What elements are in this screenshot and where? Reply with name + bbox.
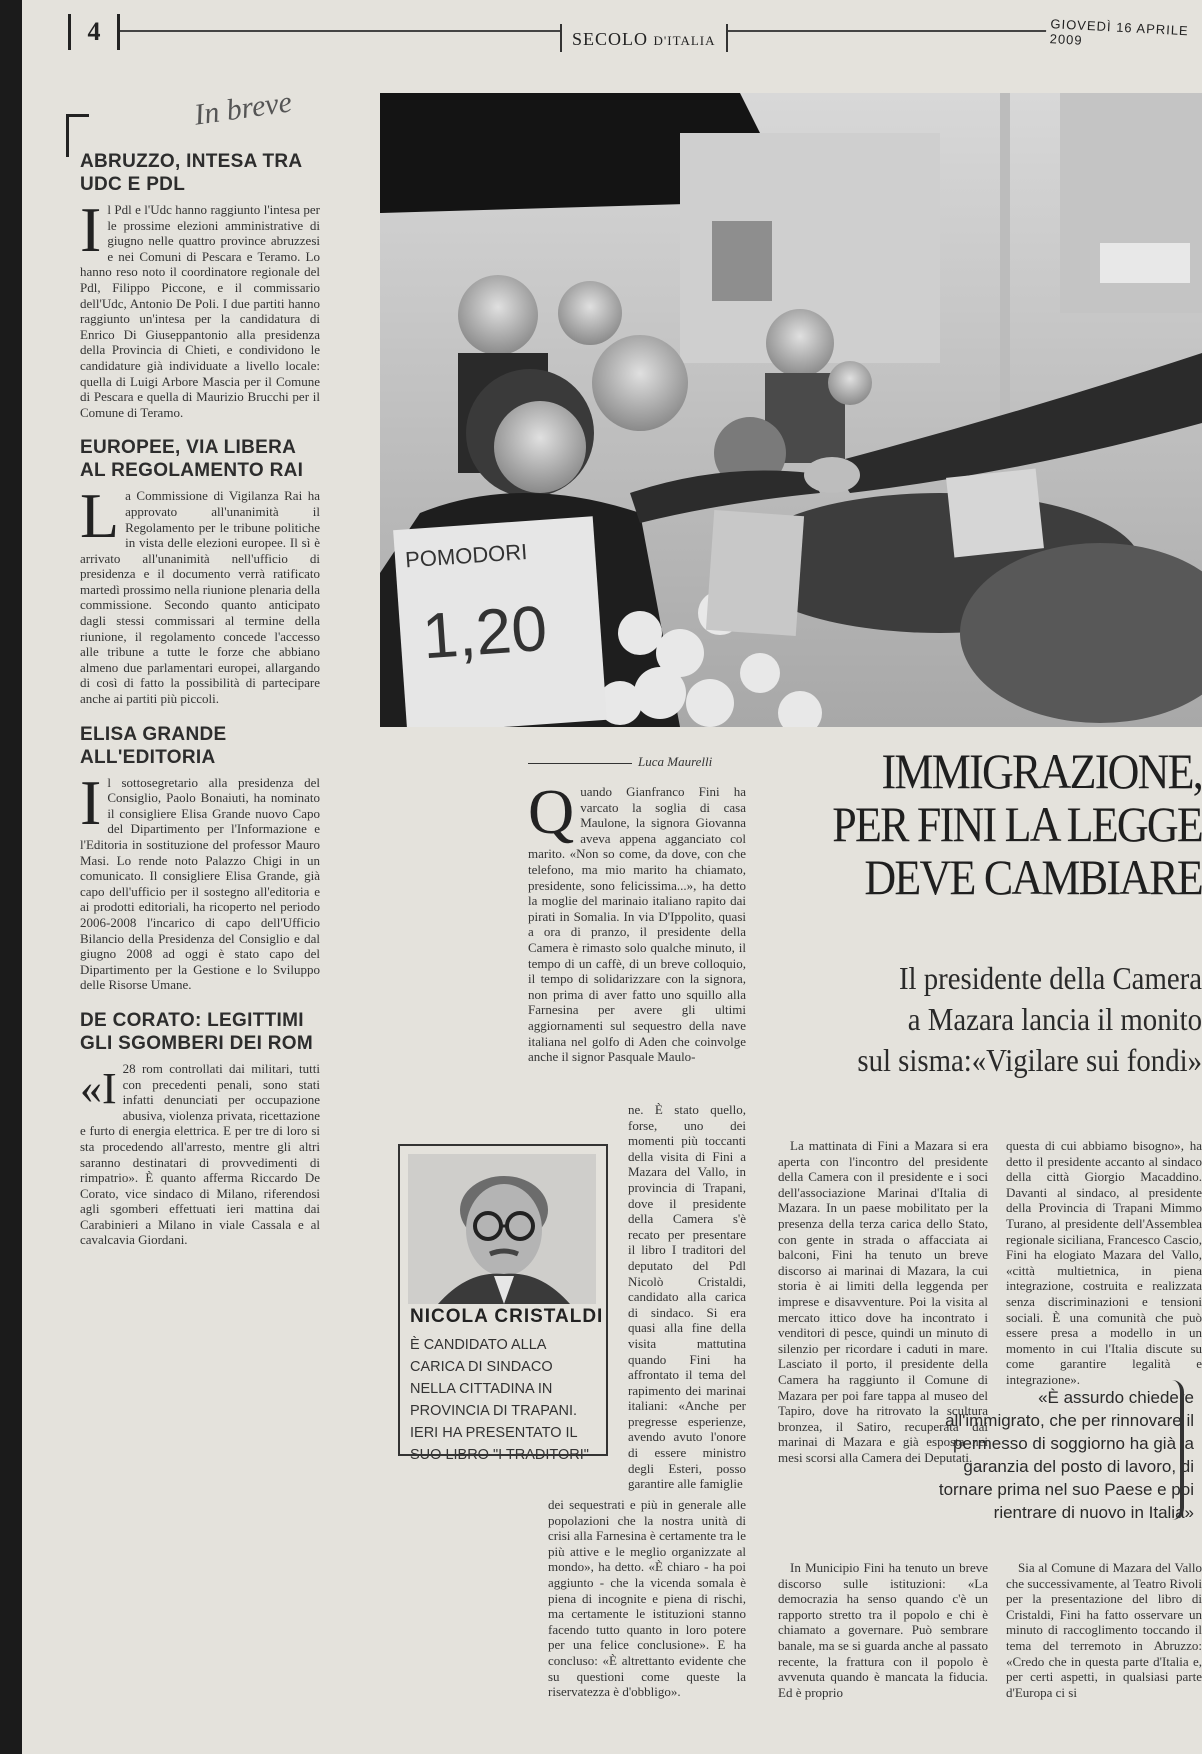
article-column-1 xyxy=(528,776,746,1065)
profile-box xyxy=(398,1144,608,1463)
article-subhead xyxy=(806,958,1202,1081)
article-headline xyxy=(815,745,1202,904)
issue-date: GIOVEDÌ 16 APRILE 2009 xyxy=(1045,16,1202,54)
article-paragraph: ne. È stato quello, forse, uno dei momenti più toccanti della visita di Fini a Mazara del Vallo, in provincia di Trapani, dove il presidente della Camera s'è recato per presentare il libro I traditori del deputato del Pdl Nicolò Cristaldi, candidato alla carica di sindaco. Si era quasi alla fine della visita mattutina quando Fini ha affrontato il tema del rapimento dei marinai italiani: «Anche per pregresse esperienze, avendo avuto l'onore di essere ministro degli Esteri, posso garantire alle famiglie xyxy=(628,1102,746,1492)
subhead-line: sul sisma:«Vigilare sui fondi» xyxy=(857,1042,1202,1078)
brief-title: EUROPEE, VIA LIBERA AL REGOLAMENTO RAI xyxy=(80,437,304,482)
brief-body: «I 28 rom controllati dai militari, tutti con precedenti penali, sono stati infatti denunciati per occupazione abusiva, violenza privata, ricettazione e furto di energia elettrica. E per tre di loro si sta procedendo all'arresto, mentre gli altri saranno destinatari di provvedimenti di rimpatrio». È quanto afferma Riccardo De Corato, vice sindaco di Milano, riferendosi agli sgomberi effettuati ieri mattina dai Carabinieri a Milano in viale Cassala e al cavalcavia Giordani. xyxy=(80,1060,320,1248)
sign-price: 1,20 xyxy=(420,591,550,673)
portrait-photo xyxy=(408,1154,596,1304)
byline xyxy=(528,754,712,770)
brief-item xyxy=(80,436,320,706)
brief-body: Il Pdl e l'Udc hanno raggiunto l'intesa per le prossime elezioni amministrative di giugno nelle quattro province abruzzesi e nei Comuni di Pescara e Teramo. Lo hanno reso noto il coordinatore regionale del Pdl, Filippo Piccone, e il commissario dell'Udc, Antonio De Poli. I due partiti hanno raggiunto un'intesa per la candidatura di Enrico Di Giuseppantonio alla presidenza della Provincia di Chieti, e condividono le candidature già individuate a livello locale: quella di Luigi Arbore Mascia per il Comune di Pescara e quella di Maurizio Brucchi per il Comune di Teramo. xyxy=(80,194,320,420)
brief-item xyxy=(80,150,320,420)
article-column-2b xyxy=(778,1560,988,1700)
profile-caption: È CANDIDATO ALLA CARICA DI SINDACO NELLA CITTADINA IN PROVINCIA DI TRAPANI. IERI HA PRESENTATO IL SUO LIBRO "I TRADITORI" xyxy=(410,1337,589,1463)
dropcap: I xyxy=(80,766,102,838)
article-paragraph: La mattinata di Fini a Mazara si era aperta con l'incontro del presidente della Camera con il presidente e i soci dell'associazione Marinai d'Italia di Mazara. In un paese mobilitato per la presenza della terza carica dello Stato, con gente in strada o affacciata ai balconi, Fini ha tenuto un breve discorso ai marinai di Mazara, la cui storia è ai limiti della leggenda per imprese e disavventure. Poi la visita al mercato ittico dove ha incontrato i venditori di pesce, quindi un minuto di silenzio per ricordare i caduti in mare. Lasciato il porto, il presidente della Camera ha raggiunto il Comune di Mazara per poi fare tappa al museo del Tapiro, dove ha ritrovato la scultura bronzea, il Satiro, recuperata dai marinai di Mazara e già esposta nei mesi scorsi alla Camera dei Deputati. xyxy=(778,1138,988,1465)
brief-body: Il sottosegretario alla presidenza del Consiglio, Paolo Bonaiuti, ha nominato il consigliere Elisa Grande nuovo Capo del Dipartimento per l'Informazione e l'Editoria in sostituzione del professor Mauro Masi. Lo rende noto Palazzo Chigi in un comunicato. Il consigliere Elisa Grande, già capo dell'ufficio per il sostegno all'editoria e ai prodotti editoriali, ha ricoperto nel periodo 2006-2008 l'incarico di capo dell'Ufficio Bilancio della Presidenza del Consiglio e dal giugno 2008 ad oggi è stato capo del Dipartimento per la Gestione e lo Sviluppo delle Risorse Umane. xyxy=(80,766,320,993)
page-number: 4 xyxy=(68,14,120,50)
brief-item xyxy=(80,1009,320,1248)
brief-body: La Commissione di Vigilanza Rai ha approvato all'unanimità il Regolamento per le tribune politiche in vista delle elezioni europee. Il sì è arrivato all'unanimità nell'ufficio di presidenza e il documento verrà ratificato martedì prossimo nella riunione plenaria della commissione. Secondo quanto anticipato dagli stessi commissari al termine della riunione, il regolamento concede l'accesso alle tribune a tutte le forze che abbiano almeno due parlamentari europei, allargando di così di fatto la possibilità di partecipare anche ai partiti più piccoli. xyxy=(80,480,320,707)
dropcap: Q xyxy=(528,776,575,847)
dropcap: I xyxy=(80,194,102,265)
subhead-line: a Mazara lancia il monito xyxy=(907,1001,1202,1037)
article-column-1b xyxy=(628,1102,746,1492)
headline-line: IMMIGRAZIONE, xyxy=(881,743,1202,799)
page-header xyxy=(22,0,1202,60)
article-column-3b xyxy=(1006,1560,1202,1700)
briefs-column xyxy=(80,150,320,1264)
portrait-illustration xyxy=(408,1154,596,1304)
dropcap: L xyxy=(80,480,120,552)
byline-author: Luca Maurelli xyxy=(638,754,713,769)
newspaper-page xyxy=(22,0,1202,1754)
headline-line: DEVE CAMBIARE xyxy=(864,849,1202,905)
photo-illustration xyxy=(380,93,1202,727)
article-column-3 xyxy=(1006,1138,1202,1388)
pull-quote-bracket xyxy=(1172,1380,1184,1520)
dropcap: «I xyxy=(80,1063,117,1113)
briefs-section-title: In breve xyxy=(192,85,294,132)
market-photo xyxy=(380,93,1202,727)
masthead xyxy=(560,24,728,52)
headline-line: PER FINI LA LEGGE xyxy=(832,796,1202,852)
brief-title: ELISA GRANDE ALL'EDITORIA xyxy=(80,723,227,768)
sign-label: POMODORI xyxy=(404,538,529,573)
article-paragraph: dei sequestrati e più in generale alle popolazioni che la nostra unità di crisi alla Farnesina è certamente tra le più attive e le meglio organizzate al mondo», ha detto. «È chiaro - ha poi aggiunto - che la vicenda somala è piena di incognite e piena di rischi, ma certamente le istituzioni stanno facendo tutto quanto in loro potere per una felice conclusione». E ha concluso: «È altrettanto evidente che su questioni come queste la riservatezza è d'obbligo». xyxy=(548,1497,746,1700)
article-paragraph: Sia al Comune di Mazara del Vallo che successivamente, al Teatro Rivoli per la presentazione del libro di Cristaldi, Fini ha fatto osservare un minuto di raccoglimento toccando il tema del terremoto in Abruzzo: «Credo che in questa parte d'Italia e, per certi aspetti, in qualsiasi parte d'Europa ci si xyxy=(1006,1560,1202,1700)
article-paragraph: Quando Gianfranco Fini ha varcato la soglia di casa Maulone, la signora Giovanna aveva appena agganciato col marito. «Non so come, da dove, con che telefono, ma mio marito ha chiamato, presidente, sono felicissima...», ha detto la moglie del marinaio italiano rapito dai pirati in Somalia. In via D'Ippolito, quasi a ora di pranzo, il presidente della Camera è rimasto solo qualche minuto, il tempo di un caffè, di un breve colloquio, il tempo di solidarizzare con la signora, non prima di aver fatto uno squillo alla Farnesina per avere gli ultimi aggiornamenti sul sequestro della nave italiana nel golfo di Aden che coinvolge anche il signor Pasquale Maulo- xyxy=(528,776,746,1065)
brief-item xyxy=(80,723,320,993)
brief-title: ABRUZZO, INTESA TRA UDC E PDL xyxy=(80,151,302,195)
profile-name: NICOLA CRISTALDI xyxy=(410,1306,604,1327)
article-column-1c xyxy=(548,1497,746,1700)
pull-quote: «È assurdo chiedere all'immigrato, che per rinnovare il permesso di soggiorno ha già la garanzia del posto di lavoro, di tornare prima nel suo Paese e poi rientrare di nuovo in Italia» xyxy=(938,1388,1194,1522)
article-paragraph: questa di cui abbiamo bisogno», ha detto il presidente accanto al sindaco della città Giorgio Macaddino. Davanti al sindaco, al presidente della Provincia di Trapani Mimmo Turano, al presidente dell'Assemblea regionale siciliana, Francesco Cascio, Fini ha elogiato Mazara del Vallo, «città multietnica, in piena integrazione, costruita e realizzata senza discriminazioni e tensioni sociali. È una comunità che può essere presa a modello in un momento in cui l'Italia discute su come garantire legalità e integrazione». xyxy=(1006,1138,1202,1387)
subhead-line: Il presidente della Camera xyxy=(898,960,1202,996)
article-paragraph: In Municipio Fini ha tenuto un breve discorso sulle istituzioni: «La democrazia ha senso quando c'è un rapporto stretto tra il popolo e chi è chiamato a governare. Può sembrare banale, ma se si guarda anche al passato recente, la frattura con il popolo è avvenuta quando è mancata la fiducia. Ed è proprio xyxy=(778,1560,988,1700)
masthead-subtitle: D'ITALIA xyxy=(653,33,716,48)
byline-rule xyxy=(528,763,632,764)
brief-title: DE CORATO: LEGITTIMI GLI SGOMBERI DEI ROM xyxy=(80,1009,313,1054)
masthead-title: SECOLO xyxy=(572,29,649,49)
